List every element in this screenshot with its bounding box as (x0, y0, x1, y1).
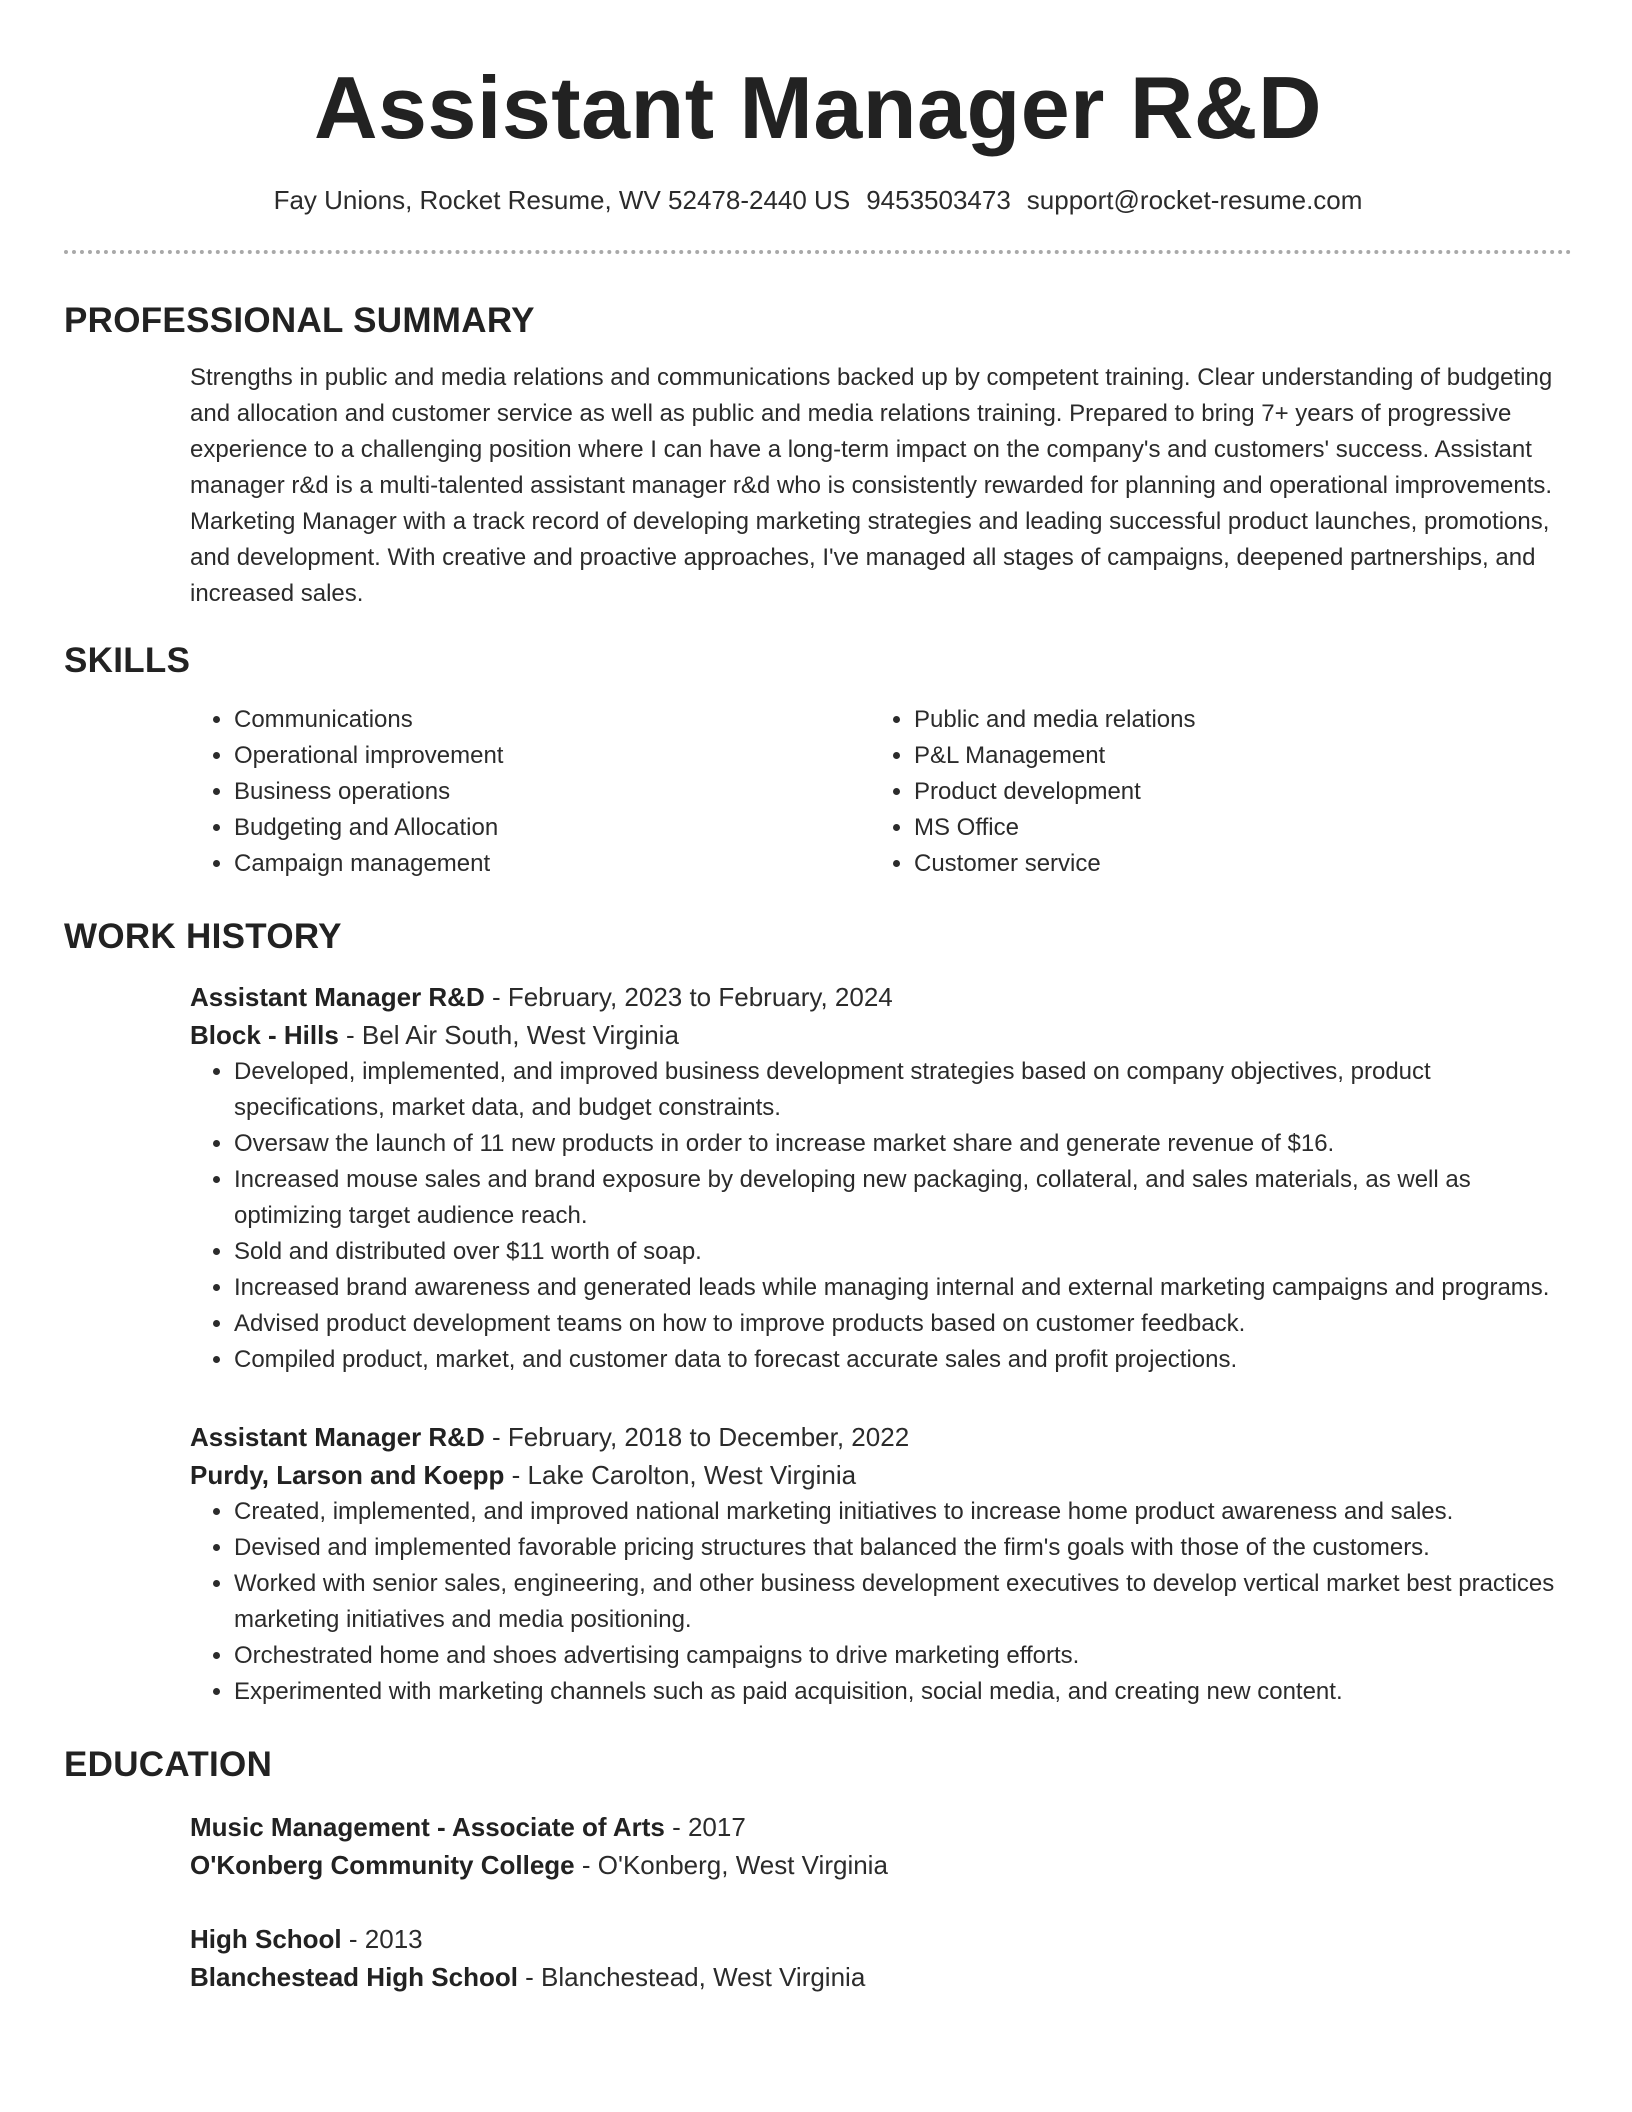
job-bullet-list (190, 1494, 1572, 1710)
job-bullet: • Increased mouse sales and brand exposure by developing new packaging, collateral, and sales materials, as well as optimizing target audience reach. (234, 1162, 1572, 1234)
job-bullet: • Sold and distributed over $11 worth of soap. (234, 1234, 1572, 1270)
education-degree: High School (190, 1924, 342, 1954)
job-company: Purdy, Larson and Koepp (190, 1460, 505, 1490)
skill-item: • Public and media relations (914, 702, 1550, 738)
contact-address: Fay Unions, Rocket Resume, WV 52478-2440 US (273, 185, 851, 215)
skill-item: • Budgeting and Allocation (234, 810, 870, 846)
work-history-section (64, 916, 1572, 1710)
job-bullet: • Increased brand awareness and generated leads while managing internal and external marketing campaigns and programs. (234, 1270, 1572, 1306)
job-bullet: • Worked with senior sales, engineering, and other business development executives to develop vertical market best practices marketing initiatives and media positioning. (234, 1566, 1572, 1638)
job-bullet: • Developed, implemented, and improved business development strategies based on company objectives, product specifications, market data, and budget constraints. (234, 1054, 1572, 1126)
job-title-line (190, 978, 1572, 1016)
job-company-line (190, 1016, 1572, 1054)
job-entry (190, 1418, 1572, 1710)
education-school: Blanchestead High School (190, 1962, 518, 1992)
job-location: - Lake Carolton, West Virginia (504, 1460, 857, 1490)
header-divider (64, 250, 1572, 254)
job-bullet: • Orchestrated home and shoes advertising campaigns to drive marketing efforts. (234, 1638, 1572, 1674)
job-company: Block - Hills (190, 1020, 339, 1050)
job-position: Assistant Manager R&D (190, 982, 485, 1012)
skill-item: • P&L Management (914, 738, 1550, 774)
contact-phone: 9453503473 (866, 185, 1011, 215)
skill-item: • Product development (914, 774, 1550, 810)
education-location: - Blanchestead, West Virginia (517, 1962, 866, 1992)
job-company-line (190, 1456, 1572, 1494)
job-bullet: • Compiled product, market, and customer data to forecast accurate sales and profit projections. (234, 1342, 1572, 1378)
skill-item: • Customer service (914, 846, 1550, 882)
job-bullet: • Experimented with marketing channels such as paid acquisition, social media, and creating new content. (234, 1674, 1572, 1710)
skill-item: • Business operations (234, 774, 870, 810)
job-location: - Bel Air South, West Virginia (338, 1020, 679, 1050)
skills-column-right (870, 702, 1550, 882)
resume-name: Assistant Manager R&D (313, 58, 1323, 157)
job-position: Assistant Manager R&D (190, 1422, 485, 1452)
education-degree: Music Management - Associate of Arts (190, 1812, 665, 1842)
education-entry (190, 1920, 1572, 1996)
contact-email: support@rocket-resume.com (1026, 185, 1363, 215)
job-bullet: • Devised and implemented favorable pricing structures that balanced the firm's goals with those of the customers. (234, 1530, 1572, 1566)
education-school: O'Konberg Community College (190, 1850, 575, 1880)
education-title: EDUCATION (64, 1745, 273, 1784)
skills-column-left (190, 702, 870, 882)
job-bullet: • Advised product development teams on how to improve products based on customer feedback. (234, 1306, 1572, 1342)
skills-list (190, 702, 1572, 882)
education-school-line (190, 1958, 1572, 1996)
skills-section (64, 640, 1572, 882)
education-school-line (190, 1846, 1572, 1884)
skills-title: SKILLS (64, 641, 191, 680)
summary-title: PROFESSIONAL SUMMARY (64, 301, 535, 340)
education-entry (190, 1808, 1572, 1884)
education-year: - 2017 (664, 1812, 746, 1842)
job-dates: - February, 2023 to February, 2024 (484, 982, 893, 1012)
contact-line (64, 184, 1572, 216)
resume-page (64, 0, 1572, 1996)
education-degree-line (190, 1808, 1572, 1846)
education-section (64, 1744, 1572, 1996)
skill-item: • Campaign management (234, 846, 870, 882)
job-title-line (190, 1418, 1572, 1456)
job-entry (190, 978, 1572, 1378)
skill-item: • Communications (234, 702, 870, 738)
skill-item: • MS Office (914, 810, 1550, 846)
job-bullet: • Created, implemented, and improved national marketing initiatives to increase home product awareness and sales. (234, 1494, 1572, 1530)
skill-item: • Operational improvement (234, 738, 870, 774)
summary-text: Strengths in public and media relations and communications backed up by competent training. Clear understanding of budgeting and allocation and customer service as well as public and media relations training. Prepared to bring 7+ years of progressive experience to a challenging position where I can have a long-term impact on the company's and customers' success. Assistant manager r&d is a multi-talented assistant manager r&d who is consistently rewarded for planning and operational improvements. Marketing Manager with a track record of developing marketing strategies and leading successful product launches, promotions, and development. With creative and proactive approaches, I've managed all stages of campaigns, deepened partnerships, and increased sales. (190, 364, 1553, 607)
education-year: - 2013 (341, 1924, 423, 1954)
job-bullet: • Oversaw the launch of 11 new products in order to increase market share and generate revenue of $16. (234, 1126, 1572, 1162)
job-dates: - February, 2018 to December, 2022 (484, 1422, 910, 1452)
education-location: - O'Konberg, West Virginia (574, 1850, 888, 1880)
work-history-title: WORK HISTORY (64, 917, 342, 956)
job-bullet-list (190, 1054, 1572, 1378)
summary-section (64, 300, 1572, 612)
education-degree-line (190, 1920, 1572, 1958)
